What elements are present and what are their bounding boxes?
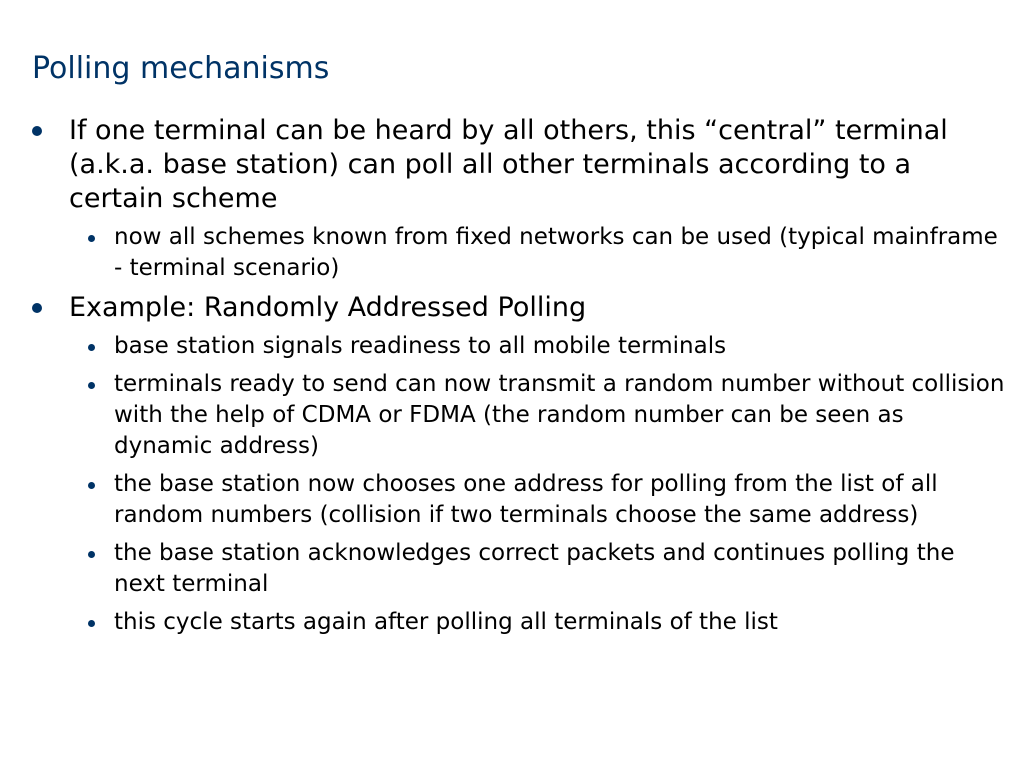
bullet-text: If one terminal can be heard by all others, this “central” terminal (a.k.a. base station) can poll all other terminals according to a certain scheme [69, 115, 948, 214]
sub-bullet-dot-icon [88, 235, 95, 242]
sub-bullet-text: terminals ready to send can now transmit a random number without collision with the help of CDMA or FDMA (the random number can be seen as dynamic address) [114, 371, 1005, 459]
sub-bullet-item [32, 331, 1007, 362]
slide-title: Polling mechanisms [32, 51, 330, 86]
sub-bullet-dot-icon [88, 620, 95, 627]
bullet-dot-icon [32, 303, 42, 313]
sub-bullet-text: base station signals readiness to all mobile terminals [114, 333, 727, 359]
sub-bullet-text: the base station now chooses one address for polling from the list of all random numbers (collision if two terminals choose the same address) [114, 471, 938, 528]
sub-bullet-dot-icon [88, 551, 95, 558]
sub-bullet-list [32, 331, 1007, 638]
sub-bullet-item [32, 222, 1007, 284]
sub-bullet-text: this cycle starts again after polling all terminals of the list [114, 609, 778, 635]
slide-content [32, 114, 1007, 645]
sub-bullet-item [32, 538, 1007, 600]
bullet-text: Example: Randomly Addressed Polling [69, 292, 587, 323]
sub-bullet-list [32, 222, 1007, 284]
sub-bullet-item [32, 369, 1007, 462]
sub-bullet-text: now all schemes known from fixed networks can be used (typical mainframe - terminal scenario) [114, 224, 998, 281]
sub-bullet-dot-icon [88, 382, 95, 389]
bullet-item [32, 114, 1007, 216]
sub-bullet-dot-icon [88, 482, 95, 489]
sub-bullet-item [32, 607, 1007, 638]
sub-bullet-dot-icon [88, 344, 95, 351]
sub-bullet-item [32, 469, 1007, 531]
bullet-item [32, 291, 1007, 325]
sub-bullet-text: the base station acknowledges correct packets and continues polling the next terminal [114, 540, 955, 597]
bullet-dot-icon [32, 126, 42, 136]
